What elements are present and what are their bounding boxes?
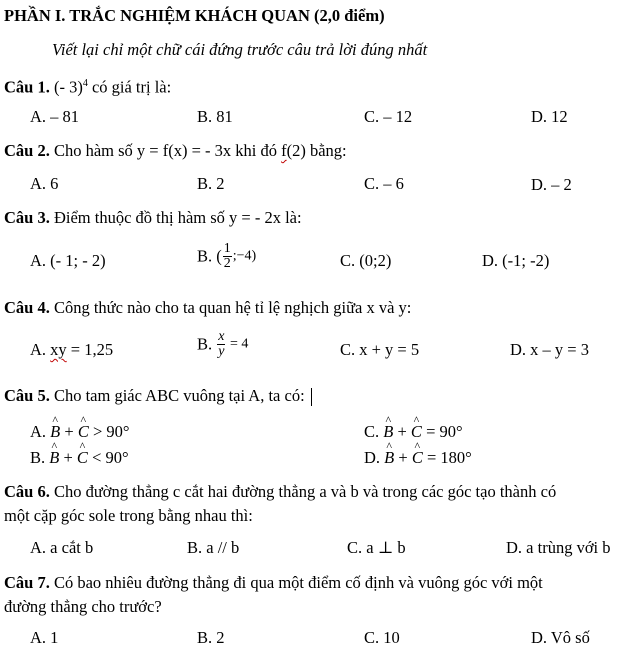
question-7-text-1: Có bao nhiêu đường thẳng đi qua một điểm cố định và vuông góc với một bbox=[49, 573, 543, 592]
q2-option-c: C. – 6 bbox=[364, 174, 404, 193]
q6-option-c: C. a ⊥ b bbox=[347, 538, 406, 557]
q2-option-b: B. 2 bbox=[197, 174, 225, 193]
plus-sign: + bbox=[60, 422, 78, 441]
question-2 bbox=[4, 141, 347, 161]
q5-option-b bbox=[30, 448, 129, 468]
q5-option-a-relation: > 90° bbox=[88, 422, 130, 441]
question-5-text: Cho tam giác ABC vuông tại A, ta có: bbox=[49, 386, 305, 405]
question-2-label: Câu 2. bbox=[4, 141, 50, 160]
q4-option-b-suffix: = 4 bbox=[226, 336, 249, 352]
question-2-text-post: (2) bằng: bbox=[286, 141, 347, 160]
q5-option-c-relation: = 90° bbox=[421, 422, 463, 441]
question-3 bbox=[4, 208, 302, 228]
q4-option-d: D. x – y = 3 bbox=[510, 340, 589, 359]
angle-b-hat: ^ B bbox=[49, 448, 59, 468]
q7-option-c: C. 10 bbox=[364, 628, 400, 647]
angle-c-hat: ^ C bbox=[78, 422, 89, 442]
q4-option-b-fraction bbox=[217, 330, 225, 359]
question-7-line-1 bbox=[4, 573, 543, 593]
question-5 bbox=[4, 386, 312, 406]
q1-option-c: C. – 12 bbox=[364, 107, 413, 126]
q3-option-b bbox=[197, 242, 256, 271]
q4-option-b bbox=[197, 330, 248, 359]
q5-option-d-relation: = 180° bbox=[422, 448, 472, 467]
q6-option-b: B. a // b bbox=[187, 538, 240, 557]
q1-option-b: B. 81 bbox=[197, 107, 233, 126]
question-6-text-1: Cho đường thẳng c cắt hai đường thẳng a và b và trong các góc tạo thành có bbox=[49, 482, 557, 501]
question-1-text: có giá trị là: bbox=[87, 77, 172, 97]
q7-option-b: B. 2 bbox=[197, 628, 225, 647]
q4-fraction-denominator: y bbox=[218, 344, 225, 359]
q3-fraction-denominator: 2 bbox=[223, 256, 231, 271]
q4-option-a-suffix: = 1,25 bbox=[66, 340, 114, 359]
plus-sign: + bbox=[59, 448, 77, 467]
question-1-exponent: 4 bbox=[82, 78, 88, 89]
q3-option-c: C. (0;2) bbox=[340, 251, 392, 270]
q4-option-a bbox=[30, 340, 113, 360]
angle-c-hat: ^ C bbox=[77, 448, 88, 468]
question-3-text: Điểm thuộc đồ thị hàm số y = - 2x là: bbox=[49, 208, 302, 227]
question-6-line-1 bbox=[4, 482, 556, 502]
question-1-label: Câu 1. bbox=[4, 77, 50, 97]
question-4-label: Câu 4. bbox=[4, 298, 50, 317]
q3-option-b-fraction bbox=[223, 242, 232, 271]
question-3-label: Câu 3. bbox=[4, 208, 50, 227]
q5-option-b-label: B. bbox=[30, 448, 46, 467]
q5-option-c-label: C. bbox=[364, 422, 380, 441]
question-2-f-marked: f bbox=[281, 141, 287, 160]
section-instruction: Viết lại chỉ một chữ cái đứng trước câu trả lời đúng nhất bbox=[52, 40, 428, 59]
question-6-line-2: một cặp góc sole trong bằng nhau thì: bbox=[4, 506, 253, 525]
q7-option-a: A. 1 bbox=[30, 628, 59, 647]
text-cursor bbox=[311, 388, 312, 406]
q4-option-b-prefix: B. bbox=[197, 334, 217, 354]
q3-option-b-suffix: ;−4) bbox=[232, 248, 257, 264]
question-7-label: Câu 7. bbox=[4, 573, 50, 592]
q1-option-d: D. 12 bbox=[531, 107, 568, 126]
question-2-text-pre: Cho hàm số y = f(x) = - 3x khi đó bbox=[49, 141, 282, 160]
angle-b-hat: ^ B bbox=[383, 422, 393, 442]
plus-sign: + bbox=[394, 448, 412, 467]
section-title: PHẦN I. TRẮC NGHIỆM KHÁCH QUAN (2,0 điểm) bbox=[4, 6, 385, 25]
question-1 bbox=[4, 74, 171, 98]
q3-option-d: D. (-1; -2) bbox=[482, 251, 550, 270]
question-1-base: (- 3) bbox=[53, 77, 83, 97]
angle-b-hat: ^ B bbox=[384, 448, 394, 468]
q5-option-d bbox=[364, 448, 472, 468]
q5-option-c bbox=[364, 422, 463, 442]
q2-option-a: A. 6 bbox=[30, 174, 59, 193]
angle-c-hat: ^ C bbox=[412, 448, 423, 468]
q1-option-a: A. – 81 bbox=[30, 107, 80, 126]
question-5-label: Câu 5. bbox=[4, 386, 50, 405]
question-4-text: Công thức nào cho ta quan hệ tỉ lệ nghịch giữa x và y: bbox=[49, 298, 412, 317]
angle-c-hat: ^ C bbox=[411, 422, 422, 442]
q4-option-c: C. x + y = 5 bbox=[340, 340, 420, 359]
question-4 bbox=[4, 298, 411, 318]
q3-option-b-prefix: B. ( bbox=[197, 246, 222, 266]
q5-option-d-label: D. bbox=[364, 448, 381, 467]
q3-fraction-numerator: 1 bbox=[223, 241, 231, 256]
q7-option-d: D. Vô số bbox=[531, 628, 590, 647]
q5-option-a-label: A. bbox=[30, 422, 47, 441]
q4-option-a-prefix: A. bbox=[30, 340, 51, 359]
q6-option-a: A. a cắt b bbox=[30, 538, 94, 557]
q2-option-d: D. – 2 bbox=[531, 175, 572, 194]
q5-option-b-relation: < 90° bbox=[87, 448, 129, 467]
question-7-line-2: đường thẳng cho trước? bbox=[4, 597, 162, 616]
q6-option-d: D. a trùng với b bbox=[506, 538, 611, 557]
plus-sign: + bbox=[393, 422, 411, 441]
q3-option-a: A. (- 1; - 2) bbox=[30, 251, 106, 270]
q4-option-a-xy: xy bbox=[50, 340, 67, 359]
angle-b-hat: ^ B bbox=[50, 422, 60, 442]
question-6-label: Câu 6. bbox=[4, 482, 50, 501]
q4-fraction-numerator: x bbox=[218, 329, 225, 344]
